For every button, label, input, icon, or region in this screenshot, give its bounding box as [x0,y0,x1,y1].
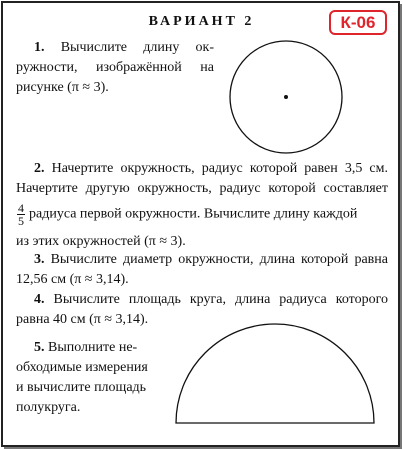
task-5-line-2: обходимые измерения [16,360,148,375]
task-4-number: 4. [34,292,45,307]
task-1-number: 1. [34,40,45,55]
task-2-text-3: радиуса первой окружности. Вычислите длину каждой [29,206,358,222]
task-5-text-1: Выполните не- [48,340,138,355]
task-5-line-4: полукруга. [16,400,81,415]
semicircle-figure [176,324,374,423]
task-2-text-1: Начертите окружность, радиус которой равен 3,5 см. [51,161,388,176]
task-2-number: 2. [34,161,45,176]
task-5-number: 5. [34,340,45,355]
variant-title: ВАРИАНТ 2 [148,14,255,29]
test-code-badge: К-06 [329,10,387,35]
task-4-text-1: Вычислите площадь круга, длина радиуса которого [53,292,388,307]
task-4-line-2: равна 40 см (π ≈ 3,14). [16,312,149,327]
fraction-denominator: 5 [18,214,24,228]
fraction-numerator: 4 [18,201,24,215]
circle-center-dot [284,95,288,99]
task-2-line-4: из этих окружностей (π ≈ 3). [16,234,186,249]
task-1-text-1: Вычислите длину ок- [60,40,215,55]
task-5-line-3: и вычислите площадь [16,380,147,395]
task-2-line-2: Начертите другую окружность, радиус которой составляет [16,181,388,196]
task-1-line-2: ружности, изображённой на [16,60,214,75]
task-1-line-3: рисунке (π ≈ 3). [16,80,109,95]
task-3-number: 3. [34,252,45,267]
task-3-line-2: 12,56 см (π ≈ 3,14). [16,272,129,287]
task-3-text-1: Вычислите диаметр окружности, длина которой равна [50,252,388,267]
